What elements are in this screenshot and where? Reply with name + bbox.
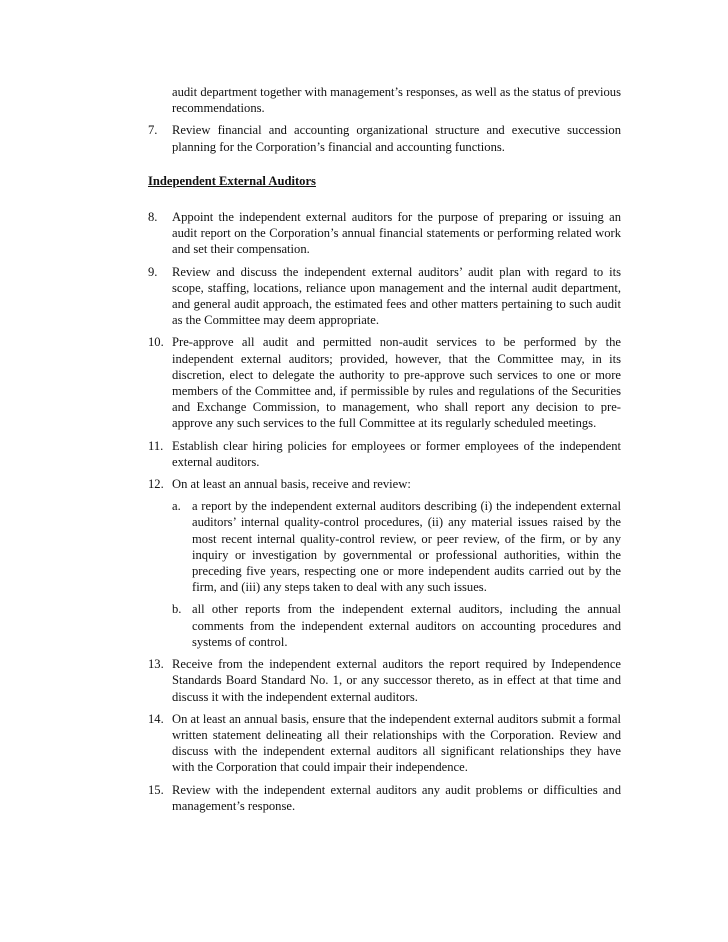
list-number: 7. <box>148 123 158 138</box>
list-number: 14. <box>148 711 164 726</box>
list-number: 10. <box>148 335 164 350</box>
list-text: Pre-approve all audit and permitted non-audit services to be performed by the independent external auditors; provided, however, that the Committee may, in its discretion, elect to delegate the authority to pre-approve such services to one or more members of the Committee and, if permissible by rules and regulations of the Securities and Exchange Commission, to management, who shall report any decision to pre-approve any such services to the full Committee at its regularly scheduled meetings. <box>172 335 621 431</box>
list-item <box>148 438 621 470</box>
sub-list-label: b. <box>172 602 182 617</box>
list-item <box>148 264 621 329</box>
list-text: Receive from the independent external auditors the report required by Independence Standards Board Standard No. 1, or any successor thereto, as in effect at that time and discuss it with the independent external auditors. <box>172 657 621 704</box>
sub-list-label: a. <box>172 499 181 514</box>
list-item <box>148 334 621 431</box>
list-number: 12. <box>148 477 164 492</box>
list-text: Appoint the independent external auditors for the purpose of preparing or issuing an audit report on the Corporation’s annual financial statements or performing related work and set their compensation. <box>172 210 621 257</box>
list-text: On at least an annual basis, receive and review: <box>172 477 411 492</box>
section-heading: Independent External Auditors <box>148 173 316 188</box>
sub-list-item <box>172 601 621 650</box>
list-item <box>148 476 621 492</box>
list-text: Review and discuss the independent external auditors’ audit plan with regard to its scope, staffing, locations, reliance upon management and the internal audit department, and general audit approach, the estimated fees and other matters pertaining to such audit as the Committee may deem appropriate. <box>172 264 621 328</box>
sub-list-text: a report by the independent external auditors describing (i) the independent external auditors’ internal quality-control procedures, (ii) any material issues raised by the most recent internal quality-control review, or peer review, of the firm, or by any inquiry or investigation by governmental or professional authorities, within the preceding five years, respecting one or more independent audits carried out by the firm, and (iii) any steps taken to deal with any such issues. <box>192 499 621 595</box>
sub-list-text: all other reports from the independent external auditors, including the annual comments from the independent external auditors on accounting procedures and systems of control. <box>192 602 621 649</box>
list-text: Establish clear hiring policies for employees or former employees of the independent external auditors. <box>172 438 621 469</box>
list-item <box>148 209 621 258</box>
list-item <box>148 782 621 814</box>
list-number: 9. <box>148 264 158 279</box>
list-text: Review with the independent external auditors any audit problems or difficulties and management’s response. <box>172 782 621 813</box>
continuation-paragraph: audit department together with management’s responses, as well as the status of previous recommendations. <box>172 85 621 116</box>
list-text: Review financial and accounting organizational structure and executive succession planning for the Corporation’s financial and accounting functions. <box>172 123 621 154</box>
list-item <box>148 122 621 154</box>
list-number: 11. <box>148 438 164 453</box>
list-item <box>148 656 621 705</box>
document-page <box>148 84 621 820</box>
list-number: 13. <box>148 657 164 672</box>
sub-list-item <box>172 498 621 595</box>
list-number: 15. <box>148 782 164 797</box>
list-item <box>148 711 621 776</box>
list-number: 8. <box>148 210 158 225</box>
list-text: On at least an annual basis, ensure that the independent external auditors submit a formal written statement delineating all their relationships with the Corporation. Review and discuss with the independent external auditors all significant relationships they have with the Corporation that could impair their independence. <box>172 711 621 775</box>
